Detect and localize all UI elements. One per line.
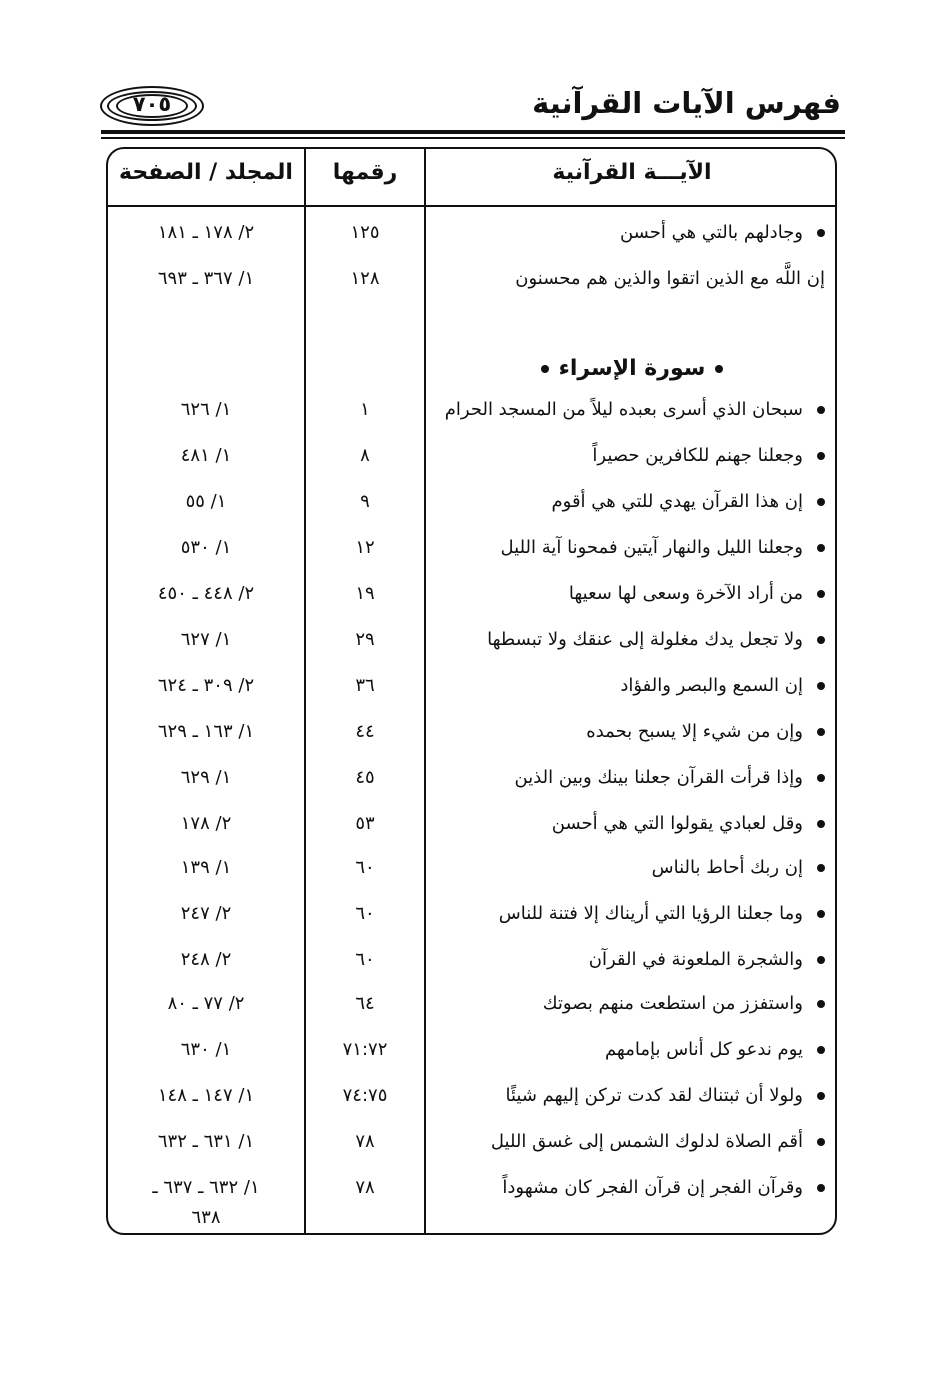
verse-number: ٤٥ [355,767,375,788]
verse-cell [435,399,825,420]
volume-page-ref: ٢/ ٤٤٨ ـ ٤٥٠ [157,583,255,604]
verse-cell [435,1131,825,1152]
verse-number: ٤٤ [355,721,375,742]
volume-page-ref: ١/ ١٤٧ ـ ١٤٨ [157,1085,255,1106]
volume-page-ref: ٢/ ١٧٨ ـ ١٨١ [157,222,255,243]
verse-cell [435,903,825,924]
verse-number: ٥٣ [355,813,375,834]
volume-page-ref: ١/ ٣٦٧ ـ ٦٩٣ [157,268,255,289]
table-row [108,399,835,433]
verse-number: ٣٦ [355,675,375,696]
table-row [108,268,835,302]
verse-number: ١ [360,399,370,420]
table-row [108,767,835,801]
verse-number: ٢٩ [355,629,375,650]
bullet-icon [817,864,825,872]
bullet-icon [715,365,723,373]
volume-page-ref: ١/ ٦٣٢ ـ ٦٣٧ ـ [152,1177,260,1198]
bullet-icon [817,682,825,690]
volume-page-ref: ١/ ٦٢٩ [180,767,232,788]
verse-text: من أراد الآخرة وسعى لها سعيها [568,583,803,604]
page-number-badge [100,86,204,126]
volume-page-ref: ١/ ٥٣٠ [180,537,232,558]
verse-text: إن ربك أحاط بالناس [651,857,803,878]
volume-page-ref: ٢/ ٧٧ ـ ٨٠ [167,993,245,1014]
bullet-icon [817,229,825,237]
bullet-icon [817,910,825,918]
verse-cell [435,1085,825,1106]
verse-cell [435,491,825,512]
verse-cell [435,629,825,650]
bullet-icon [817,1092,825,1100]
verse-text: إن هذا القرآن يهدي للتي هي أقوم [551,491,803,512]
verse-number: ٧٤:٧٥ [342,1085,388,1106]
table-row [108,857,835,891]
column-header-number: رقمها [332,160,398,185]
verse-text: واستفزز من استطعت منهم بصوتك [542,993,803,1014]
verse-text: إن اللَّه مع الذين اتقوا والذين هم محسنون [515,268,825,289]
surah-name: سورة الإسراء [558,356,706,381]
bullet-icon [817,590,825,598]
bullet-icon [817,636,825,644]
column-header-volume-page: المجلد / الصفحة [119,160,293,185]
table-row [108,537,835,571]
verse-text: ولولا أن ثبتناك لقد كدت تركن إليهم شيئًا [505,1085,803,1106]
verse-cell [435,813,825,834]
verse-cell [435,857,825,878]
verse-cell [435,537,825,558]
table-row [108,445,835,479]
surah-heading [428,356,836,381]
verse-text: وإذا قرأت القرآن جعلنا بينك وبين الذين [514,767,803,788]
bullet-icon [817,1046,825,1054]
bullet-icon [817,956,825,964]
column-header-verse: الآيـــة القرآنية [552,160,712,185]
bullet-icon [817,774,825,782]
bullet-icon [817,452,825,460]
volume-page-ref: ١/ ٤٨١ [180,445,232,466]
verse-cell [435,1177,825,1198]
verse-cell [435,767,825,788]
table-row [108,993,835,1027]
verse-number: ٧١:٧٢ [342,1039,388,1060]
bullet-icon [817,1184,825,1192]
verse-text: وجعلنا جهنم للكافرين حصيراً [592,445,803,466]
verse-number: ١٢٨ [350,268,380,289]
verse-text: وجادلهم بالتي هي أحسن [619,222,803,243]
verse-cell [435,222,825,243]
volume-page-ref: ٢/ ١٧٨ [180,813,232,834]
table-row [108,1131,835,1165]
header-rule-thin [101,137,845,139]
verse-cell [435,445,825,466]
page-number: ٧٠٥ [132,92,172,116]
running-title: فهرس الآيات القرآنية [532,86,841,120]
table-row [108,1039,835,1073]
volume-page-ref: ٢/ ٣٠٩ ـ ٦٢٤ [157,675,255,696]
verse-text: والشجرة الملعونة في القرآن [588,949,803,970]
verse-text: وقرآن الفجر إن قرآن الفجر كان مشهوداً [502,1177,803,1198]
verse-cell [435,721,825,742]
volume-page-ref: ١/ ٦٣١ ـ ٦٣٢ [157,1131,255,1152]
volume-page-ref: ١/ ٦٣٠ [180,1039,232,1060]
verse-number: ٦٠ [355,857,375,878]
verse-number: ٦٠ [355,949,375,970]
bullet-icon [817,1138,825,1146]
table-row [108,1177,835,1235]
table-row [108,583,835,617]
verse-number: ٦٤ [355,993,375,1014]
table-row [108,1085,835,1119]
table-row [108,222,835,256]
verse-text: سبحان الذي أسرى بعبده ليلاً من المسجد الحرام [444,399,803,420]
bullet-icon [817,820,825,828]
verse-number: ٧٨ [355,1131,375,1152]
table-row [108,721,835,755]
verse-number: ٧٨ [355,1177,375,1198]
verse-cell [435,993,825,1014]
table-row [108,491,835,525]
table-row [108,675,835,709]
verse-number: ٩ [360,491,370,512]
volume-page-ref: ١/ ٥٥ [185,491,227,512]
verse-cell [435,949,825,970]
volume-page-ref: ٢/ ٢٤٨ [180,949,232,970]
verse-number: ٦٠ [355,903,375,924]
volume-page-ref: ١/ ١٣٩ [180,857,232,878]
verse-text: إن السمع والبصر والفؤاد [620,675,803,696]
bullet-icon [817,1000,825,1008]
bullet-icon [541,365,549,373]
header-row-divider [106,205,837,207]
verse-text: أقم الصلاة لدلوك الشمس إلى غسق الليل [490,1131,803,1152]
verse-number: ١٩ [355,583,375,604]
bullet-icon [817,406,825,414]
table-row [108,903,835,937]
verse-text: وجعلنا الليل والنهار آيتين فمحونا آية الليل [500,537,803,558]
verse-text: وقل لعبادي يقولوا التي هي أحسن [551,813,803,834]
header-rule-thick [101,130,845,134]
table-row [108,629,835,663]
volume-page-ref-continued: ٦٣٨ [191,1207,221,1228]
bullet-icon [817,728,825,736]
volume-page-ref: ١/ ١٦٣ ـ ٦٢٩ [157,721,255,742]
volume-page-ref: ٢/ ٢٤٧ [180,903,232,924]
verse-number: ١٢٥ [350,222,380,243]
bullet-icon [817,544,825,552]
verse-cell [435,268,825,289]
verse-cell [435,1039,825,1060]
verse-cell [435,675,825,696]
table-row [108,813,835,847]
verse-cell [435,583,825,604]
volume-page-ref: ١/ ٦٢٦ [180,399,232,420]
verse-text: وما جعلنا الرؤيا التي أريناك إلا فتنة للناس [498,903,803,924]
verse-number: ١٢ [355,537,375,558]
page-header [100,78,845,130]
verse-number: ٨ [360,445,370,466]
volume-page-ref: ١/ ٦٢٧ [180,629,232,650]
table-row [108,949,835,983]
verse-text: وإن من شيء إلا يسبح بحمده [586,721,803,742]
verse-text: ولا تجعل يدك مغلولة إلى عنقك ولا تبسطها [487,629,803,650]
bullet-icon [817,498,825,506]
verse-text: يوم ندعو كل أناس بإمامهم [604,1039,803,1060]
